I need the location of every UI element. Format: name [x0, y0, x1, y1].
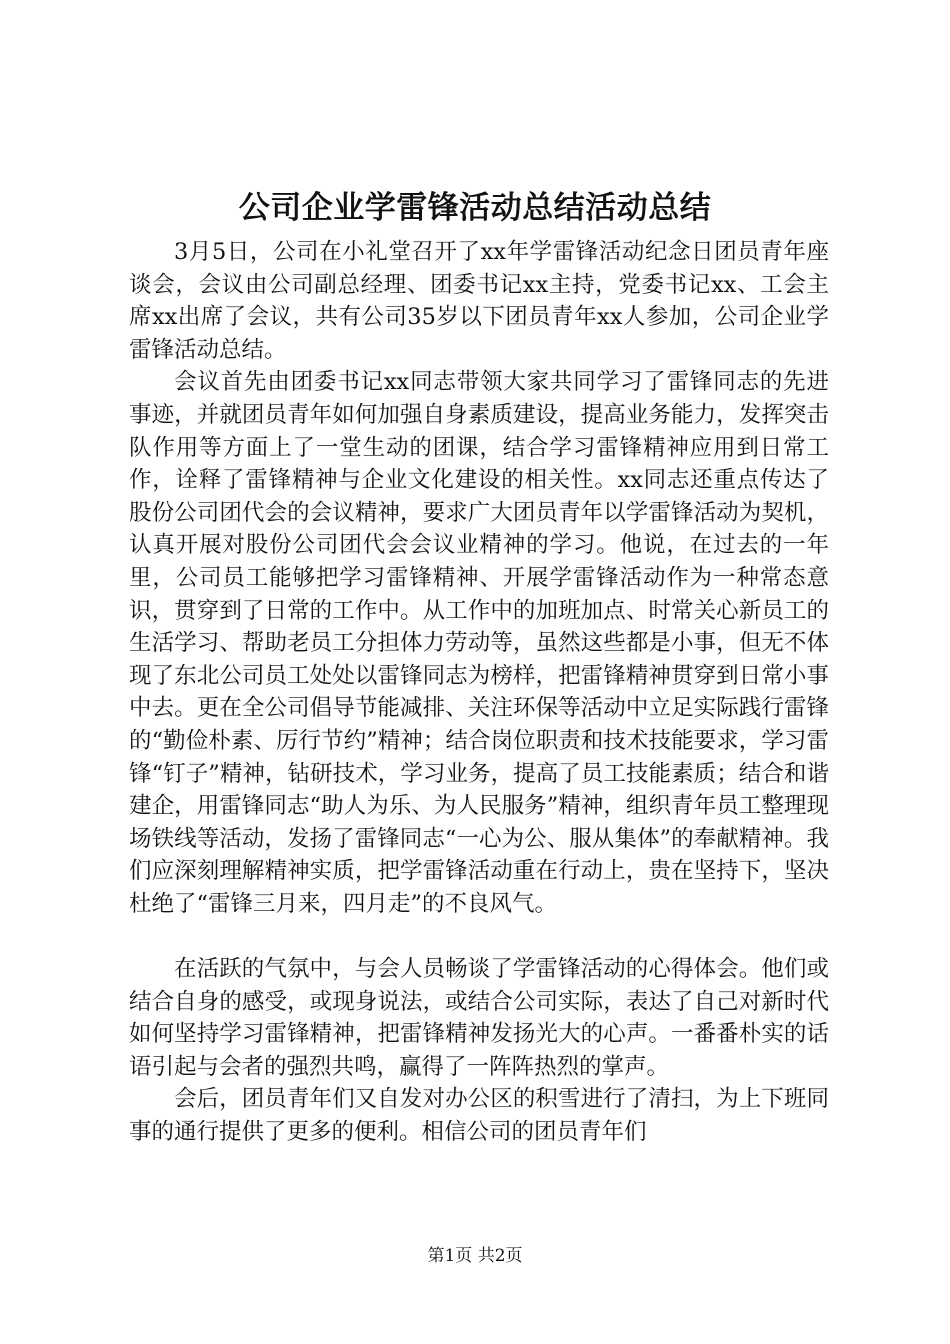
document-body [129, 236, 829, 1149]
paragraph-4: 会后，团员青年们又自发对办公区的积雪进行了清扫，为上下班同事的通行提供了更多的便利。相信公司的团员青年们 [129, 1086, 829, 1146]
paragraph-2: 会议首先由团委书记xx同志带领大家共同学习了雷锋同志的先进事迹，并就团员青年如何加强自身素质建设，提高业务能力，发挥突击队作用等方面上了一堂生动的团课，结合学习雷锋精神应用到日常工作，诠释了雷锋精神与企业文化建设的相关性。xx同志还重点传达了股份公司团代会的会议精神，要求广大团员青年以学雷锋活动为契机，认真开展对股份公司团代会会议业精神的学习。他说，在过去的一年里，公司员工能够把学习雷锋精神、开展学雷锋活动作为一种常态意识，贯穿到了日常的工作中。从工作中的加班加点、时常关心新员工的生活学习、帮助老员工分担体力劳动等，虽然这些都是小事，但无不体现了东北公司员工处处以雷锋同志为榜样，把雷锋精神贯穿到日常小事中去。更在全公司倡导节能减排、关注环保等活动中立足实际践行雷锋的“勤俭朴素、厉行节约”精神；结合岗位职责和技术技能要求，学习雷锋“钉子”精神，钻研技术，学习业务，提高了员工技能素质；结合和谐建企，用雷锋同志“助人为乐、为人民服务”精神，组织青年员工整理现场铁线等活动，发扬了雷锋同志“一心为公、服从集体”的奉献精神。我们应深刻理解精神实质，把学雷锋活动重在行动上，贵在坚持下，坚决杜绝了“雷锋三月来，四月走”的不良风气。 [129, 369, 829, 917]
document-title: 公司企业学雷锋活动总结活动总结 [238, 190, 712, 226]
paragraph-1: 3月5日，公司在小礼堂召开了xx年学雷锋活动纪念日团员青年座谈会，会议由公司副总经理、团委书记xx主持，党委书记xx、工会主席xx出席了会议，共有公司35岁以下团员青年xx人参加，公司企业学雷锋活动总结。 [129, 239, 829, 363]
paragraph-3: 在活跃的气氛中，与会人员畅谈了学雷锋活动的心得体会。他们或结合自身的感受，或现身说法，或结合公司实际，表达了自己对新时代如何坚持学习雷锋精神，把雷锋精神发扬光大的心声。一番番朴实的话语引起与会者的强烈共鸣，赢得了一阵阵热烈的掌声。 [129, 956, 829, 1080]
page-footer: 第1页 共2页 [427, 1246, 523, 1266]
